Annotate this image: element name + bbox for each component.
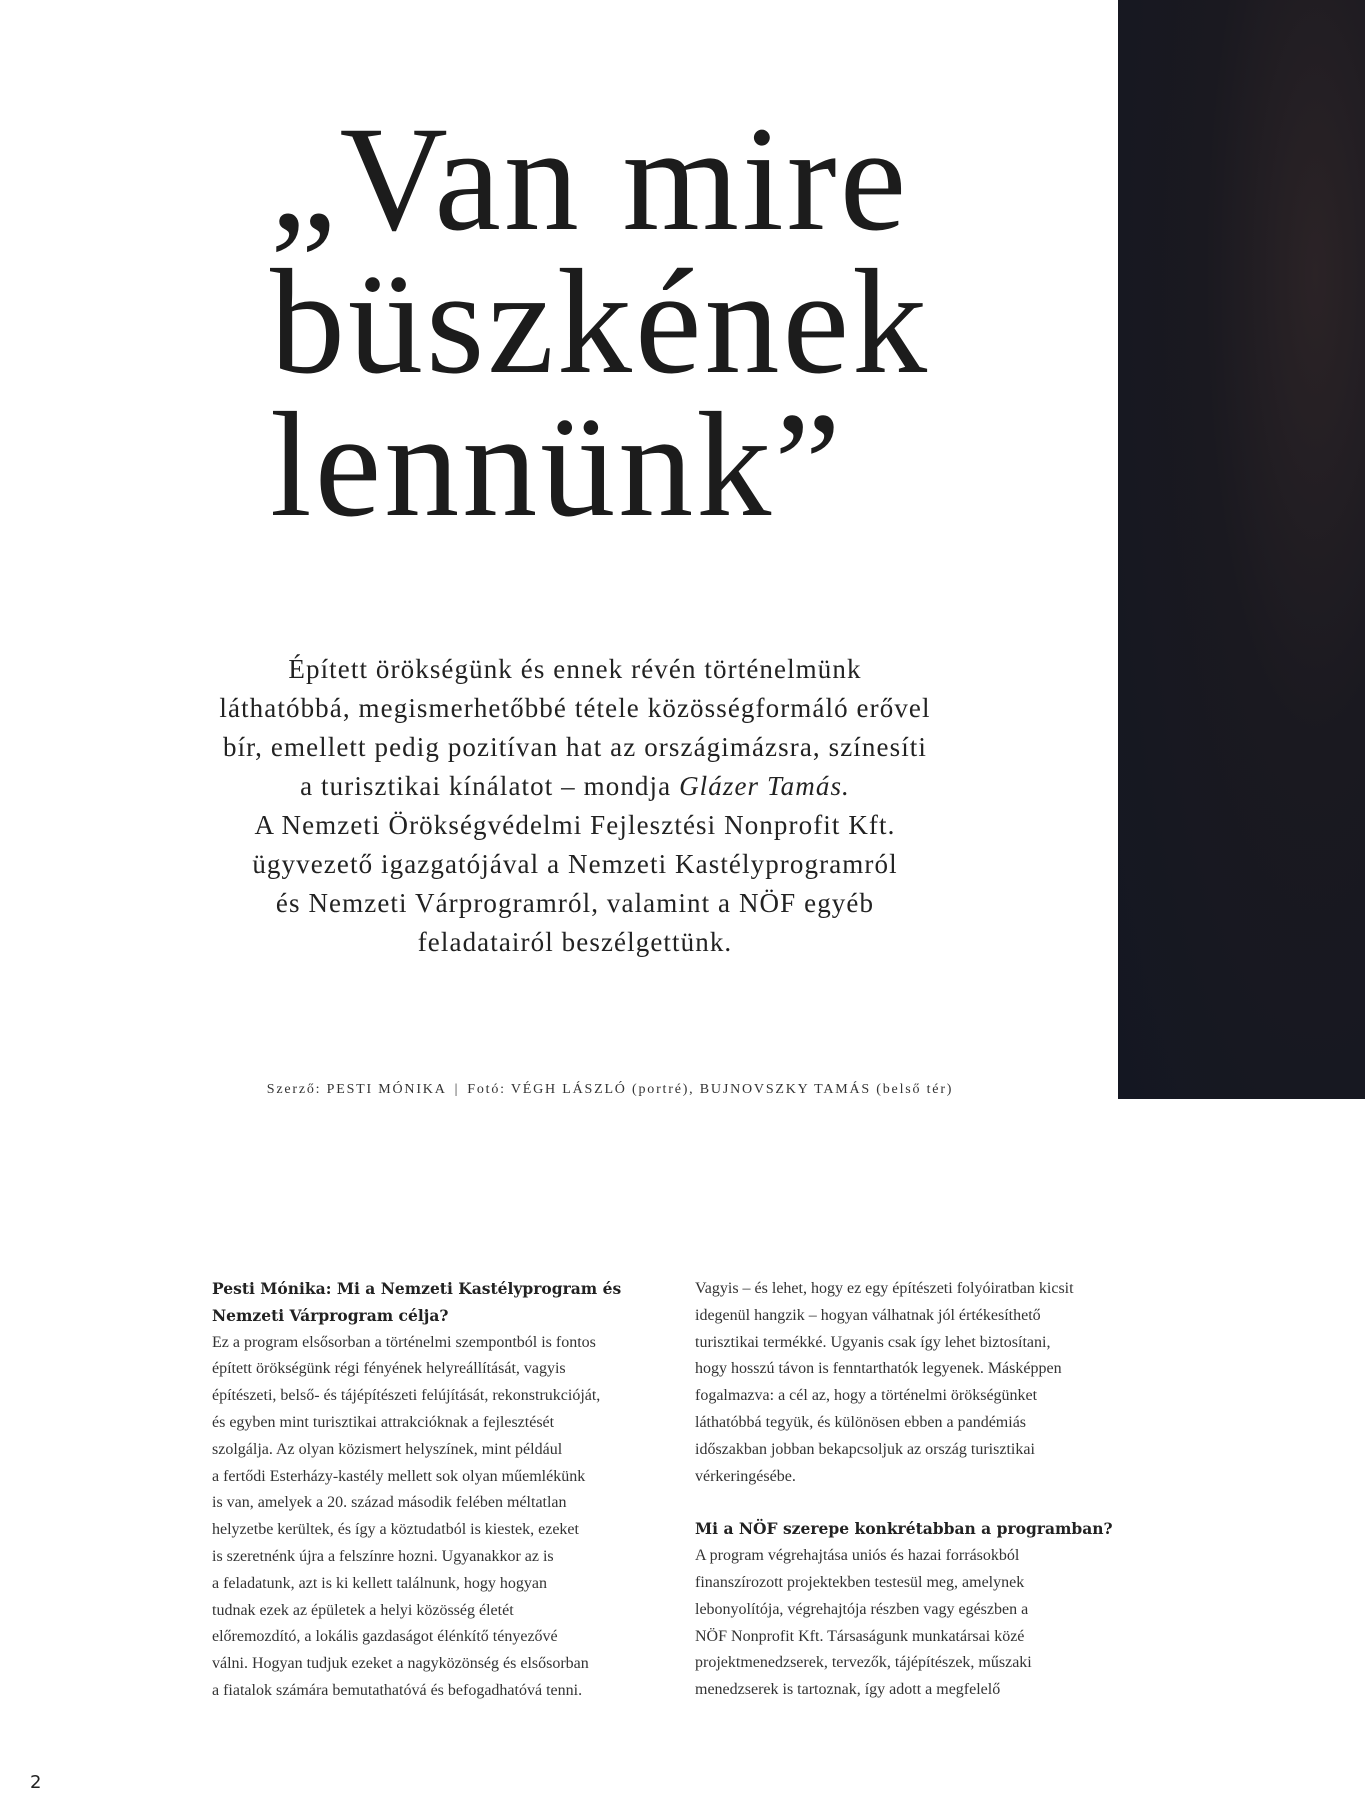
- lead-line: láthatóbbá, megismerhetőbbé tétele közösségformáló erővel: [219, 693, 931, 723]
- body-line: Ez a program elsősorban a történelmi szempontból is fontos: [212, 1333, 596, 1351]
- body-line: menedzserek is tartoznak, így adott a megfelelő: [695, 1681, 1001, 1699]
- lead-line: feladatairól beszélgettünk.: [417, 927, 733, 957]
- body-line: épített örökségünk régi fényének helyreállítását, vagyis: [212, 1360, 566, 1378]
- body-line: lebonyolítója, végrehajtója részben vagy egészben a: [695, 1600, 1029, 1618]
- headline-line: „Van mire: [270, 96, 910, 262]
- cover-photo-strip: [1118, 0, 1365, 1099]
- body-line: is szeretnénk újra a felszínre hozni. Ugyanakkor az is: [212, 1547, 554, 1565]
- interviewee-name: Glázer Tamás.: [679, 771, 850, 801]
- body-line: projektmenedzserek, tervezők, tájépítészek, műszaki: [695, 1654, 1032, 1672]
- credits-line: [170, 1082, 1050, 1098]
- question-heading: Pesti Mónika: Mi a Nemzeti Kastélyprogram és: [212, 1279, 622, 1298]
- body-line: tudnak ezek az épületek a helyi közösség életét: [212, 1601, 514, 1619]
- photo-note: (belső tér): [871, 1082, 954, 1097]
- body-line: időszakban jobban bekapcsoljuk az ország turisztikai: [695, 1440, 1035, 1458]
- headline-line: lennünk”: [270, 382, 844, 548]
- body-line: a fiatalok számára bemutathatóvá és befogadhatóvá tenni.: [212, 1681, 583, 1699]
- lead-line: [195, 767, 955, 806]
- body-line: idegenül hangzik – hogyan válhatnak jól értékesíthető: [695, 1306, 1041, 1324]
- author-label: Szerző:: [266, 1082, 327, 1097]
- lead-line: Épített örökségünk és ennek révén történelmünk: [288, 654, 862, 684]
- headline-line: büszkének: [270, 239, 931, 405]
- credits-separator: |: [454, 1082, 460, 1097]
- body-line: a fertődi Esterházy-kastély mellett sok olyan műemlékünk: [212, 1467, 586, 1485]
- body-line: szolgálja. Az olyan közismert helyszínek, mint például: [212, 1440, 563, 1458]
- question-heading: Mi a NÖF szerepe konkrétabban a programban?: [695, 1519, 1113, 1539]
- body-line: turisztikai termékké. Ugyanis csak így lehet biztosítani,: [695, 1333, 1051, 1351]
- lead-line: és Nemzeti Várprogramról, valamint a NÖF egyéb: [275, 888, 875, 918]
- body-line: fogalmazva: a cél az, hogy a történelmi örökségünket: [695, 1387, 1038, 1405]
- headline: [270, 96, 1090, 548]
- lead-line: bír, emellett pedig pozitívan hat az országimázsra, színesíti: [222, 732, 928, 762]
- photographer-name: VÉGH LÁSZLÓ: [510, 1082, 627, 1097]
- lead-line: ügyvezető igazgatójával a Nemzeti Kastélyprogramról: [252, 849, 898, 879]
- body-line: válni. Hogyan tudjuk ezeket a nagyközönség és elsősorban: [212, 1655, 589, 1673]
- body-line: finanszírozott projektekben testesül meg, amelynek: [695, 1573, 1025, 1591]
- lead-paragraph: [195, 650, 955, 962]
- body-line: előremozdító, a lokális gazdaságot élénkítő tényezővé: [212, 1628, 558, 1646]
- lead-text: a turisztikai kínálatot – mondja: [300, 771, 680, 801]
- photographer-name: BUJNOVSZKY TAMÁS: [699, 1082, 871, 1097]
- photo-note: (portré),: [626, 1082, 700, 1097]
- body-line: hogy hosszú távon is fenntarthatók legyenek. Másképpen: [695, 1360, 1062, 1378]
- body-column-left: [212, 1276, 682, 1705]
- body-line: láthatóbbá tegyük, és különösen ebben a pandémiás: [695, 1413, 1027, 1431]
- body-line: és egyben mint turisztikai attrakcióknak a fejlesztését: [212, 1413, 555, 1431]
- author-name: PESTI MÓNIKA: [326, 1082, 447, 1097]
- question-heading: Nemzeti Várprogram célja?: [212, 1305, 449, 1325]
- body-line: építészeti, belső- és tájépítészeti felújítását, rekonstrukcióját,: [212, 1387, 601, 1405]
- body-line: a feladatunk, azt is ki kellett találnunk, hogy hogyan: [212, 1574, 548, 1592]
- body-line: Vagyis – és lehet, hogy ez egy építészeti folyóiratban kicsit: [695, 1280, 1074, 1297]
- body-line: NÖF Nonprofit Kft. Társaságunk munkatársai közé: [695, 1627, 1025, 1645]
- lead-line: A Nemzeti Örökségvédelmi Fejlesztési Nonprofit Kft.: [254, 810, 896, 840]
- body-line: vérkeringésébe.: [695, 1467, 796, 1485]
- paragraph-spacer: [695, 1490, 1165, 1516]
- body-column-right: [695, 1276, 1165, 1704]
- page-number: 2: [30, 1772, 42, 1793]
- body-line: A program végrehajtása uniós és hazai forrásokból: [695, 1547, 1020, 1565]
- body-line: is van, amelyek a 20. század második felében méltatlan: [212, 1494, 567, 1512]
- body-line: helyzetbe kerültek, és így a köztudatból is kiestek, ezeket: [212, 1521, 579, 1539]
- photo-label: Fotó:: [467, 1082, 511, 1097]
